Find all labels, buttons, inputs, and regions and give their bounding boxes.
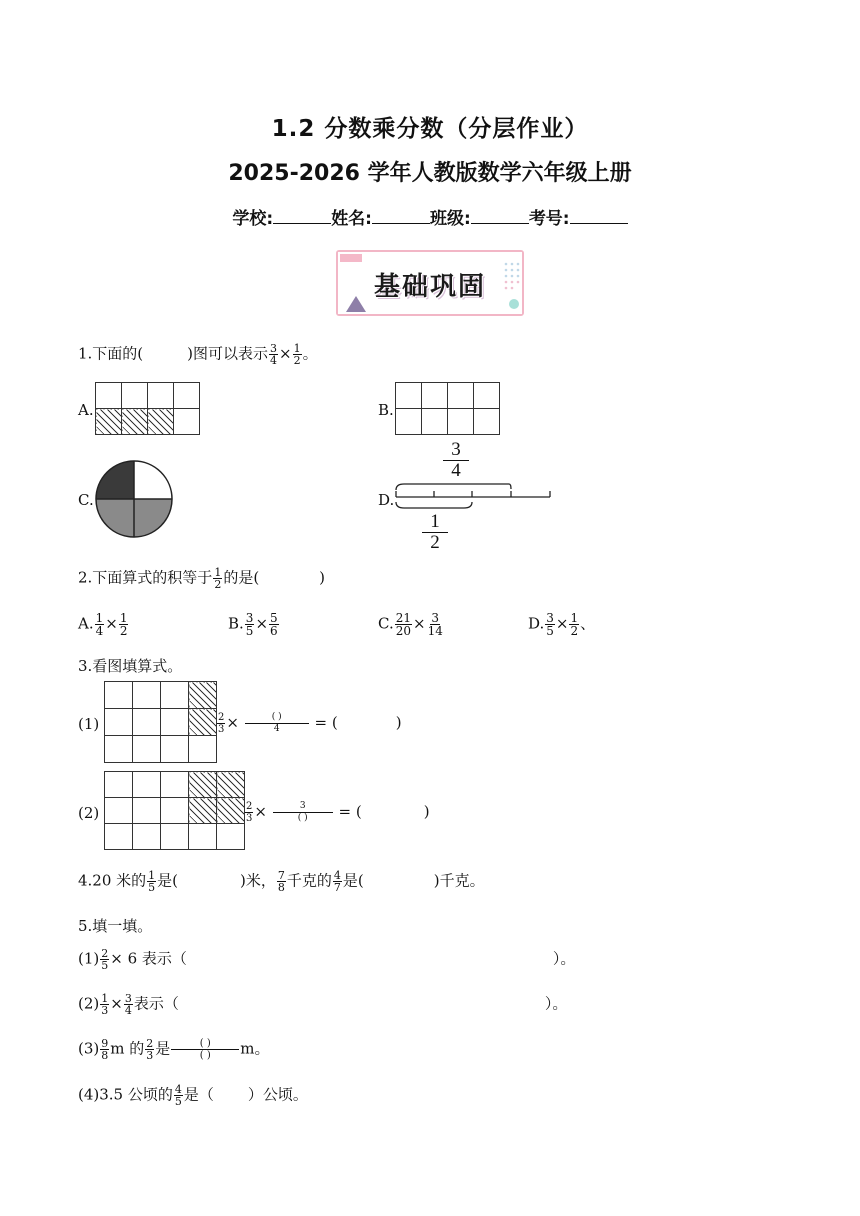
q2-option-c[interactable]: C. $\frac{21}{20}$ × $\frac{3}{14}$ bbox=[378, 611, 443, 638]
number-label: 考号: bbox=[528, 209, 570, 229]
q3-part-1-label: (1) bbox=[78, 715, 100, 733]
q1-d-top-fraction: 3 4 bbox=[443, 440, 469, 481]
q1-option-b-label[interactable]: B. bbox=[378, 401, 394, 419]
student-info-line bbox=[0, 204, 860, 229]
q1-option-c-label[interactable]: C. bbox=[78, 491, 94, 509]
q3-part-2-label: (2) bbox=[78, 804, 100, 822]
page-subtitle: 2025-2026 学年人教版数学六年级上册 bbox=[228, 161, 632, 186]
q5-p3-answer-fraction[interactable]: $\frac{( )}{( )}$ bbox=[171, 1038, 239, 1061]
q5-part-1: (1) $\frac{2}{5}$ × 6 表示（ ）。 bbox=[78, 947, 576, 972]
question-1: 1.下面的( )图可以表示 $\frac{3}{4}$ × $\frac{1}{2}$ 。 bbox=[78, 342, 318, 367]
q1-option-c-pie bbox=[94, 459, 176, 541]
page-title: 1.2 分数乘分数（分层作业） bbox=[271, 116, 589, 142]
section-banner bbox=[336, 250, 524, 316]
number-blank[interactable] bbox=[570, 222, 628, 224]
q3-part-2-figure bbox=[104, 771, 245, 850]
question-5: 5.填一填。 bbox=[78, 917, 153, 935]
q2-option-b[interactable]: B. $\frac{3}{5}$ × $\frac{5}{6}$ bbox=[228, 611, 278, 638]
q1-option-d-label[interactable]: D. bbox=[378, 491, 395, 509]
q3-part-1-expression: $\frac{2}{3}$ × $\frac{( )}{4}$ = ( ) bbox=[218, 712, 402, 735]
name-label: 姓名: bbox=[331, 209, 372, 229]
q1-option-d-segment bbox=[394, 480, 554, 514]
q1-option-a-label[interactable]: A. bbox=[78, 401, 94, 419]
q2-fraction: $\frac{1}{2}$ bbox=[214, 566, 222, 591]
q1-text: 1.下面的( bbox=[78, 344, 144, 363]
q1-fraction-2: $\frac{1}{2}$ bbox=[293, 342, 301, 367]
q3-part-1-figure bbox=[104, 681, 217, 763]
q1-d-bottom-fraction: 1 2 bbox=[422, 512, 448, 553]
class-blank[interactable] bbox=[471, 222, 529, 224]
q1-fraction-1: $\frac{3}{4}$ bbox=[270, 342, 278, 367]
class-label: 班级: bbox=[430, 209, 471, 229]
q2-option-d[interactable]: D. $\frac{3}{5}$ × $\frac{1}{2}$ 、 bbox=[528, 611, 596, 638]
name-blank[interactable] bbox=[372, 222, 430, 224]
q1-text-mid: )图可以表示 bbox=[187, 344, 269, 363]
q1-option-b-figure bbox=[395, 382, 500, 435]
q3-part-2-expression: $\frac{2}{3}$ × $\frac{3}{( )}$ = ( ) bbox=[246, 801, 430, 824]
q1-option-a-figure bbox=[95, 382, 200, 435]
question-3: 3.看图填算式。 bbox=[78, 657, 183, 675]
q2-option-a[interactable]: A. $\frac{1}{4}$ × $\frac{1}{2}$ bbox=[78, 611, 128, 638]
banner-text: 基础巩固 bbox=[373, 272, 486, 302]
q5-part-3: (3) $\frac{9}{8}$ m 的 $\frac{2}{3}$ 是 $\frac{( )}{( )}$ m。 bbox=[78, 1037, 270, 1062]
q5-part-4: (4)3.5 公顷的 $\frac{4}{5}$ 是（ ）公顷。 bbox=[78, 1083, 308, 1108]
school-label: 学校: bbox=[232, 209, 274, 229]
school-blank[interactable] bbox=[273, 222, 331, 224]
question-2: 2.下面算式的积等于 $\frac{1}{2}$ 的是( ) bbox=[78, 566, 326, 591]
question-4: 4.20 米的 $\frac{1}{5}$ 是( )米， $\frac{7}{8}$ 千克的 $\frac{4}{7}$ 是( )千克。 bbox=[78, 869, 485, 894]
q5-part-2: (2) $\frac{1}{3}$ × $\frac{3}{4}$ 表示（ ）。 bbox=[78, 992, 568, 1017]
times-sign: × bbox=[279, 344, 292, 363]
